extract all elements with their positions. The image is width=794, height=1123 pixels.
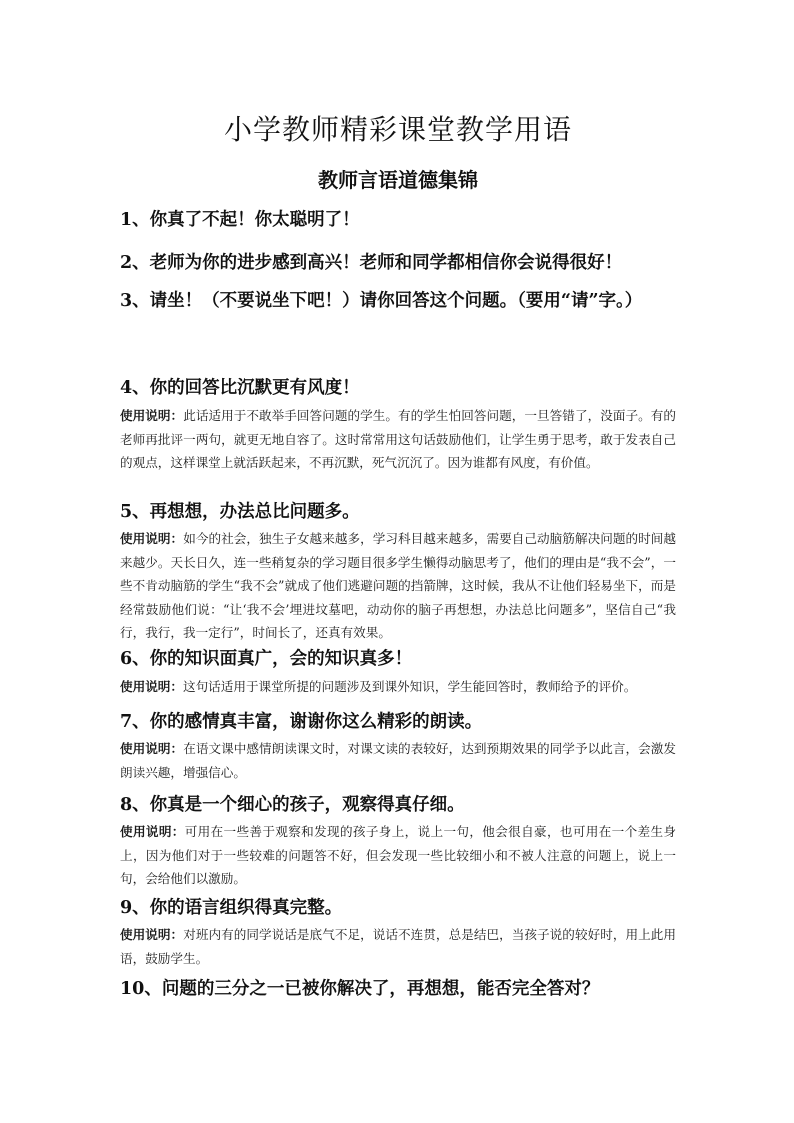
item-5: 5、再想想，办法总比问题多。: [120, 502, 360, 522]
note-label: 使用说明：: [120, 927, 184, 942]
item-8-note: [120, 820, 676, 891]
item-7: 7、你的感情真丰富，谢谢你这么精彩的朗读。: [120, 712, 483, 732]
item-4: 4、你的回答比沉默更有风度！: [120, 378, 360, 398]
item-7-note: [120, 737, 676, 784]
item-6: 6、你的知识面真广，会的知识真多！: [120, 649, 413, 669]
note-label: 使用说明：: [120, 741, 184, 756]
note-label: 使用说明：: [120, 679, 183, 694]
item-9-note: [120, 923, 676, 970]
item-7-note-text: 在语文课中感情朗读课文时，对课文读的表较好，达到预期效果的同学予以此言，会激发朗读兴趣，增强信心。: [120, 741, 677, 780]
item-6-note: [120, 675, 676, 699]
item-1: 1、你真了不起！你太聪明了！: [120, 210, 360, 230]
item-4-note: [120, 404, 676, 475]
item-5-note-text: 如今的社会，独生子女越来越多，学习科目越来越多，需要自己动脑筋解决问题的时间越来越少。天长日久，连一些稍复杂的学习题目很多学生懒得动脑思考了，他们的理由是“我不会”，一些不肯动脑筋的学生“我不会”就成了他们逃避问题的挡箭牌，这时候，我从不让他们轻易坐下，而是经常鼓励他们说：“让‘我不会’埋进坟墓吧，动动你的脑子再想想，办法总比问题多”，坚信自己“我行，我行，我一定行”，时间长了，还真有效果。: [120, 531, 677, 640]
item-4-note-text: 此话适用于不敢举手回答问题的学生。有的学生怕回答问题，一旦答错了，没面子。有的老师再批评一两句，就更无地自容了。这时常常用这句话鼓励他们，让学生勇于思考，敢于发表自己的观点，这样课堂上就活跃起来，不再沉默，死气沉沉了。因为谁都有风度，有价值。: [120, 408, 677, 470]
document-title: 小学教师精彩课堂教学用语: [223, 113, 572, 146]
item-3: 3、请坐！（不要说坐下吧！）请你回答这个问题。（要用“请”字。）: [120, 291, 643, 311]
note-label: 使用说明：: [120, 824, 185, 839]
item-10: 10、问题的三分之一已被你解决了，再想想，能否完全答对？: [120, 979, 600, 999]
item-8-note-text: 可用在一些善于观察和发现的孩子身上，说上一句，他会很自豪，也可用在一个差生身上，因为他们对于一些较难的问题答不好，但会发现一些比较细小和不被人注意的问题上，说上一句，会给他们以激励。: [120, 824, 677, 886]
item-6-note-text: 这句话适用于课堂所提的问题涉及到课外知识，学生能回答时，教师给予的评价。: [182, 679, 637, 694]
note-label: 使用说明：: [120, 531, 184, 546]
note-label: 使用说明：: [120, 408, 184, 423]
item-8: 8、你真是一个细心的孩子，观察得真仔细。: [120, 795, 465, 815]
item-9-note-text: 对班内有的同学说话是底气不足，说话不连贯，总是结巴，当孩子说的较好时，用上此用语，鼓励学生。: [120, 927, 677, 966]
document-subtitle: 教师言语道德集锦: [318, 168, 478, 192]
item-2: 2、老师为你的进步感到高兴！老师和同学都相信你会说得很好！: [120, 253, 623, 273]
item-5-note: [120, 527, 676, 645]
item-9: 9、你的语言组织得真完整。: [120, 898, 343, 918]
